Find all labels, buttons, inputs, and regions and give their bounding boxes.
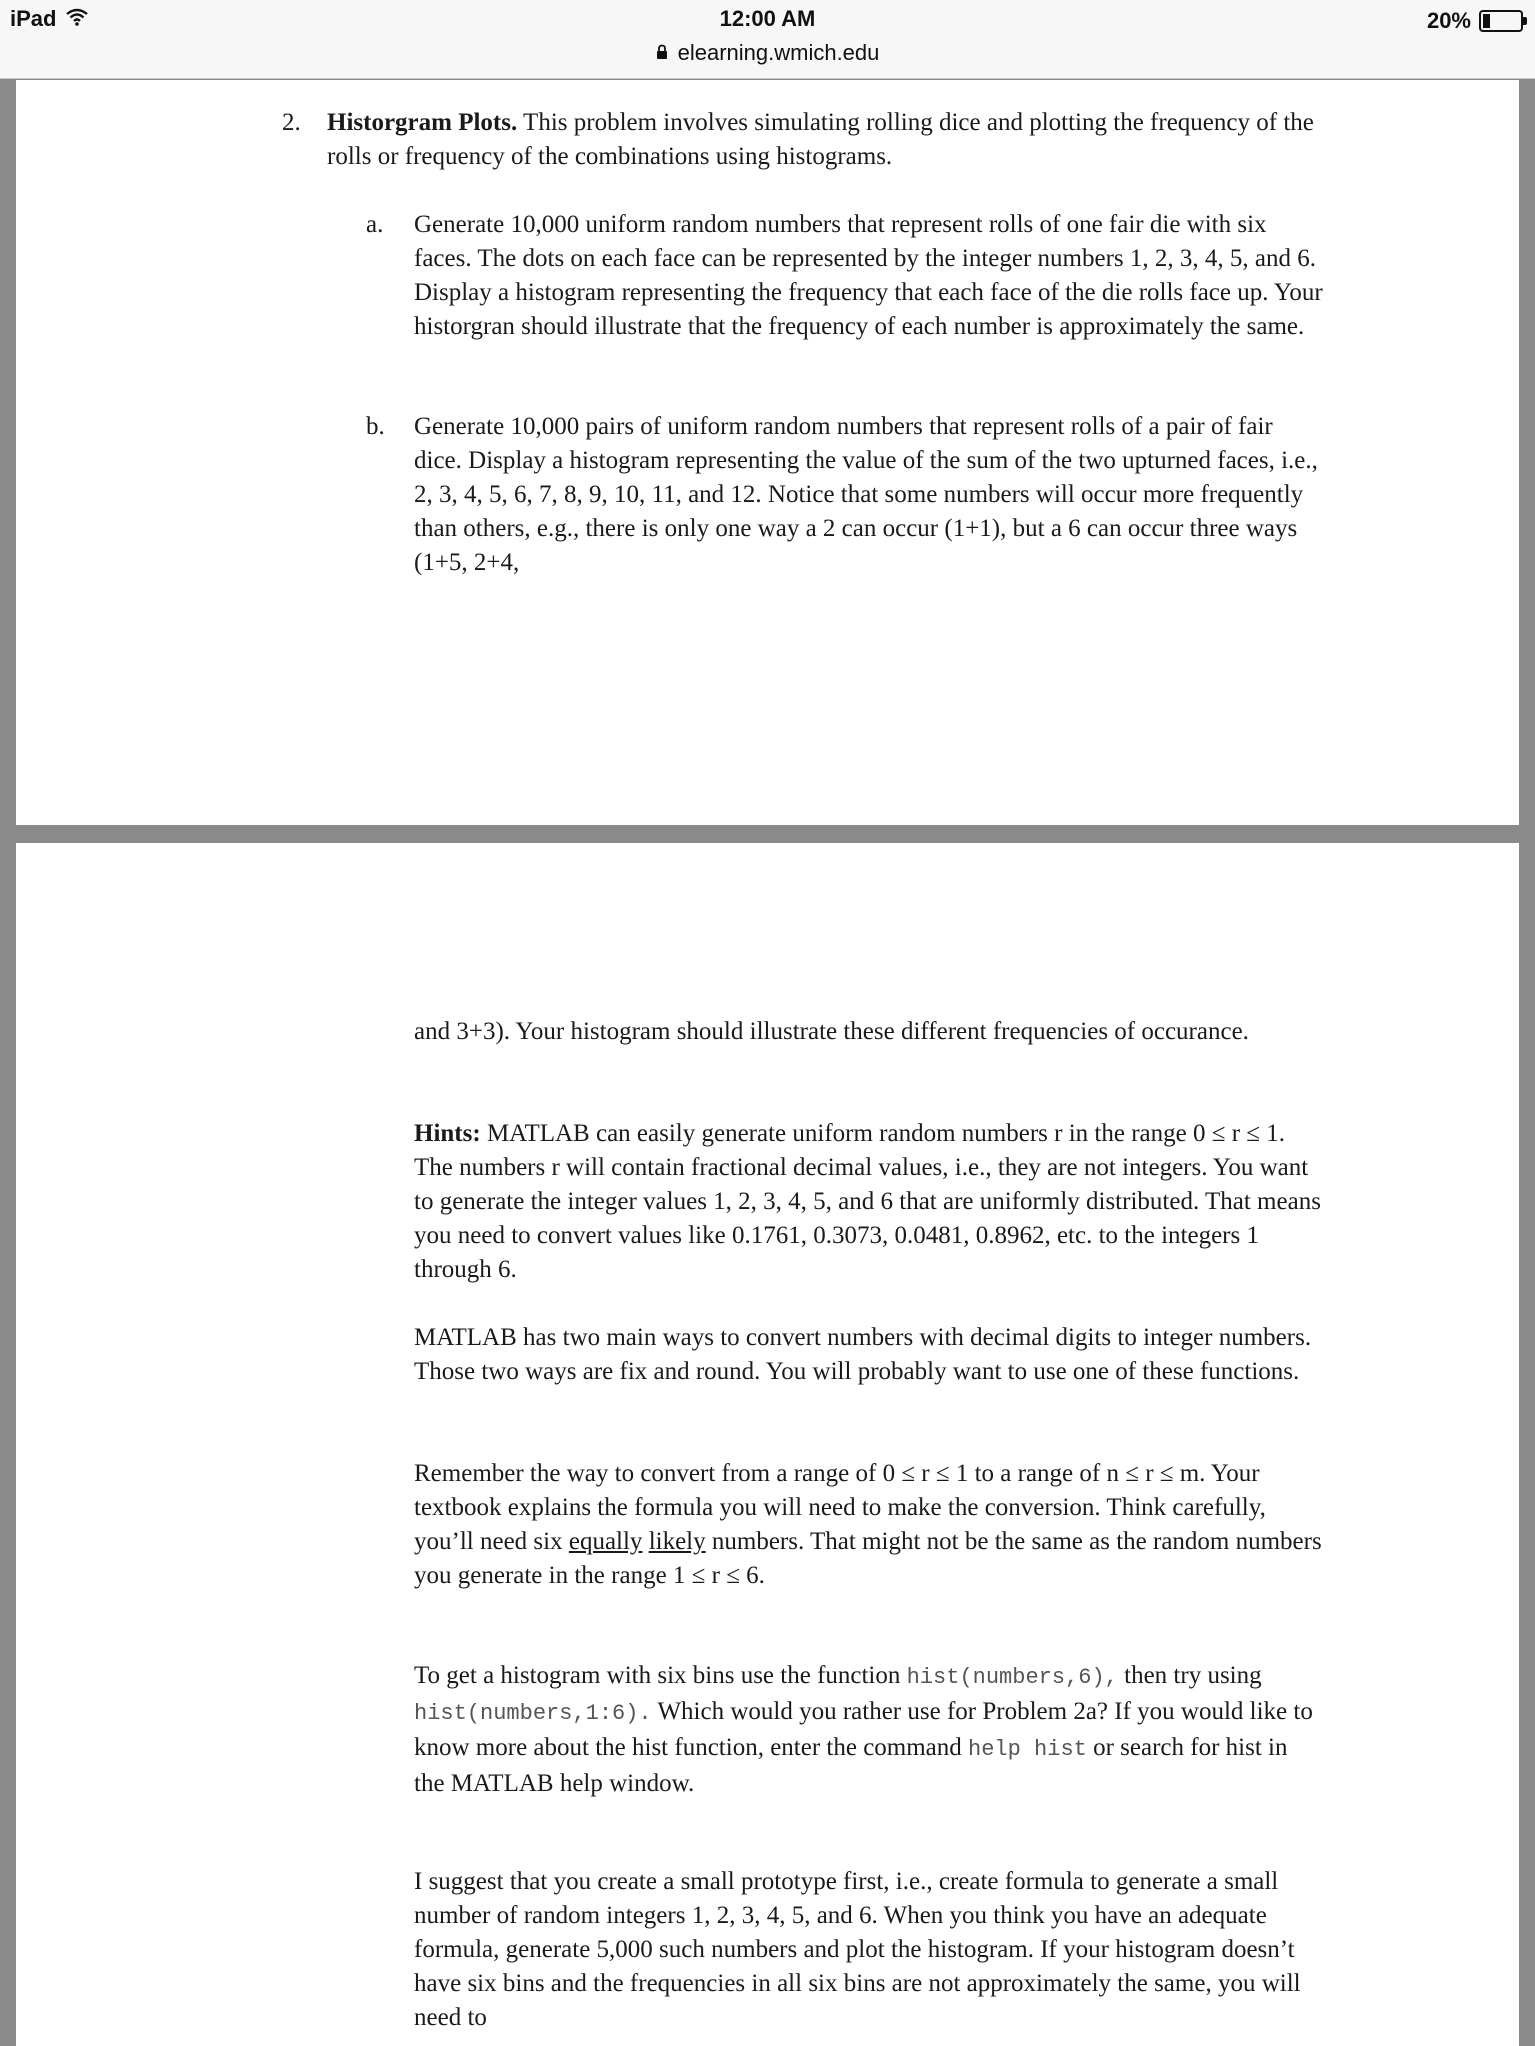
subproblem-b: [366, 410, 1326, 580]
matlab-paragraph: MATLAB has two main ways to convert numbers with decimal digits to integer numbers. Those two ways are fix and round. You will probably want to use one of these functions.: [414, 1324, 1312, 1385]
device-name: iPad: [10, 6, 57, 31]
status-center: [0, 6, 1535, 66]
problem-2: [282, 106, 1332, 174]
subproblem-b-label: b.: [366, 413, 385, 440]
subproblem-a-label: a.: [366, 211, 384, 238]
remember-underlined-1: equally: [568, 1528, 643, 1555]
hist-code-2: hist(numbers,1:6).: [414, 1701, 652, 1726]
hints-label: Hints:: [414, 1120, 481, 1147]
hints-text: MATLAB can easily generate uniform random numbers r in the range 0 ≤ r ≤ 1. The numbers r will contain fractional decimal values, i.e., they are not integers. You want to generate the integer values 1, 2, 3, 4, 5, and 6 that are uniformly distributed. That means you need to convert values like 0.1761, 0.3073, 0.0481, 0.8962, etc. to the integers 1 through 6.: [414, 1120, 1321, 1283]
hist-text-4: or search for hist in the MATLAB help window.: [414, 1734, 1288, 1797]
remember-text-1: Remember the way to convert from a range of 0 ≤ r ≤ 1 to a range of n ≤ r ≤ m. Your textbook explains the formula you will need to make the conversion. Think carefully, you’ll need six: [414, 1460, 1266, 1555]
clock: 12:00 AM: [719, 6, 816, 31]
problem-title: Historgram Plots.: [327, 109, 518, 136]
address-bar[interactable]: [656, 40, 880, 66]
suggest-paragraph: I suggest that you create a small prototype first, i.e., create formula to generate a small number of random integers 1, 2, 3, 4, 5, and 6. When you think you have an adequate formula, generate 5,000 such numbers and plot the histogram. If your histogram doesn’t have six bins and the frequencies in all six bins are not approximately the same, you will need to: [414, 1868, 1301, 2031]
hist-code-1: hist(numbers,6),: [906, 1665, 1118, 1690]
problem-body: [327, 106, 1332, 174]
battery-percent: 20%: [1426, 8, 1471, 33]
hist-text-3: Which would you rather use for Problem 2a? If you would like to know more about the hist function, enter the command: [414, 1698, 1313, 1761]
document-page-1: [16, 80, 1519, 825]
subproblem-a: [366, 208, 1326, 344]
remember-paragraph: [414, 1457, 1324, 1593]
problem-number: 2.: [282, 109, 301, 136]
hist-code-3: help hist: [968, 1737, 1087, 1762]
hist-paragraph: [414, 1659, 1324, 1801]
remember-text-2: numbers. That might not be the same as the random numbers you generate in the range 1 ≤ r ≤ 6.: [414, 1528, 1322, 1589]
hist-text-2: then try using: [1124, 1662, 1262, 1689]
battery-icon: [1479, 10, 1523, 32]
status-bar: [0, 0, 1535, 79]
document-page-2: [16, 843, 1519, 2046]
subproblem-a-text: Generate 10,000 uniform random numbers that represent rolls of one fair die with six faces. The dots on each face can be represented by the integer numbers 1, 2, 3, 4, 5, and 6. Display a histogram representing the frequency that each face of the die rolls face up. Your historgran should illustrate that the frequency of each number is approximately the same.: [414, 211, 1323, 340]
problem-intro: This problem involves simulating rolling dice and plotting the frequency of the rolls or frequency of the combinations using histograms.: [327, 109, 1314, 170]
lock-icon: [656, 40, 668, 66]
hist-text-1: To get a histogram with six bins use the function: [414, 1662, 901, 1689]
subproblem-b-continued: and 3+3). Your histogram should illustrate these different frequencies of occurance.: [414, 1018, 1249, 1045]
url-text: elearning.wmich.edu: [677, 40, 880, 65]
remember-underlined-2: likely: [648, 1528, 706, 1555]
battery-level: [1483, 14, 1490, 28]
hints-paragraph: [414, 1117, 1324, 1287]
status-right: [1427, 8, 1523, 34]
subproblem-b-text: Generate 10,000 pairs of uniform random numbers that represent rolls of a pair of fair dice. Display a histogram representing the value of the sum of the two upturned faces, i.e., 2, 3, 4, 5, 6, 7, 8, 9, 10, 11, and 12. Notice that some numbers will occur more frequently than others, e.g., there is only one way a 2 can occur (1+1), but a 6 can occur three ways (1+5, 2+4,: [414, 413, 1318, 576]
